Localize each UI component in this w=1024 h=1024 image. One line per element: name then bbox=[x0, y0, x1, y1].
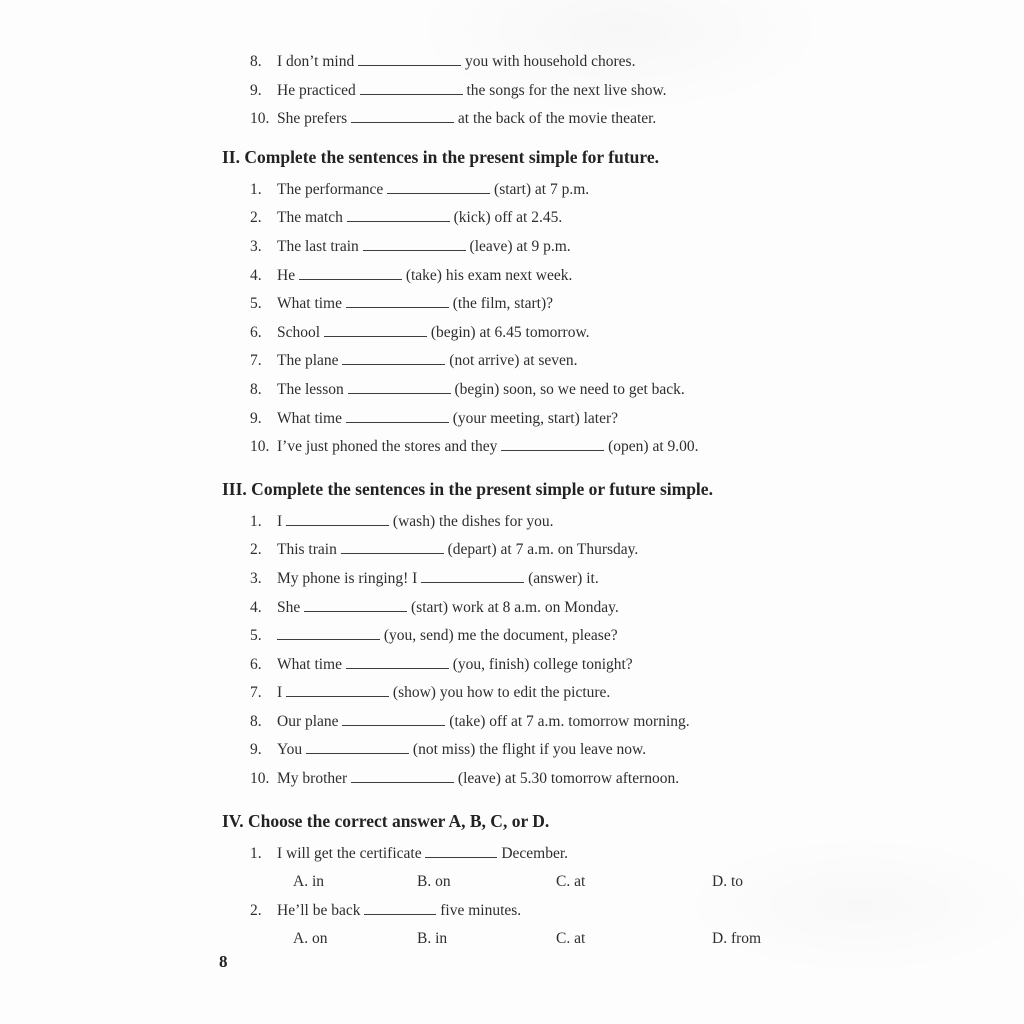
blank-line bbox=[425, 847, 497, 857]
exercise-item bbox=[0, 536, 1024, 565]
blank-line bbox=[346, 658, 449, 668]
item-number: 7. bbox=[250, 352, 262, 370]
item-text bbox=[277, 565, 1024, 594]
item-post: (the film, start)? bbox=[448, 295, 554, 313]
blank-line bbox=[351, 773, 454, 783]
exercise-item bbox=[0, 48, 1024, 77]
item-number: 9. bbox=[250, 741, 262, 759]
item-post: (take) his exam next week. bbox=[401, 266, 573, 284]
item-pre: He bbox=[277, 266, 299, 284]
item-text bbox=[277, 319, 1024, 348]
item-post: (start) work at 8 a.m. on Monday. bbox=[407, 598, 619, 616]
item-pre: My brother bbox=[277, 770, 352, 788]
item-post: (begin) soon, so we need to get back. bbox=[450, 380, 685, 398]
item-post: (you, send) me the document, please? bbox=[380, 627, 618, 645]
exercise-item bbox=[0, 405, 1024, 434]
item-post: five minutes. bbox=[436, 901, 522, 919]
item-pre: He’ll be back bbox=[277, 901, 365, 919]
exercise-item bbox=[0, 565, 1024, 594]
item-number: 2. bbox=[250, 541, 262, 559]
item-pre: I’ve just phoned the stores and they bbox=[277, 438, 502, 456]
section-title-2: II. Complete the sentences in the present simple for future. bbox=[222, 146, 659, 167]
option-c: C. at bbox=[556, 930, 586, 948]
item-text bbox=[277, 290, 1024, 319]
option-d: D. from bbox=[712, 930, 762, 948]
item-post: (take) off at 7 a.m. tomorrow morning. bbox=[445, 712, 690, 730]
item-text bbox=[277, 233, 1024, 262]
item-post: December. bbox=[497, 844, 569, 862]
blank-line bbox=[286, 687, 389, 697]
blank-line bbox=[364, 905, 436, 915]
item-number: 4. bbox=[250, 598, 262, 616]
item-text bbox=[277, 651, 1024, 680]
blank-line bbox=[306, 744, 409, 754]
exercise-item bbox=[0, 594, 1024, 623]
item-number: 9. bbox=[250, 81, 262, 99]
blank-line bbox=[341, 544, 444, 554]
item-number: 8. bbox=[250, 53, 262, 70]
item-pre: I will get the certificate bbox=[277, 844, 426, 862]
exercise-item bbox=[0, 736, 1024, 765]
item-text bbox=[277, 204, 1024, 233]
item-post: (not miss) the flight if you leave now. bbox=[409, 741, 647, 759]
answer-options bbox=[0, 925, 1024, 954]
exercise-item bbox=[0, 105, 1024, 134]
blank-line bbox=[358, 56, 461, 66]
exercise-item bbox=[0, 376, 1024, 405]
item-text bbox=[277, 433, 1024, 462]
item-post: at the back of the movie theater. bbox=[454, 110, 657, 128]
item-pre: My phone is ringing! I bbox=[277, 569, 422, 587]
option-c: C. at bbox=[556, 873, 586, 891]
item-number: 9. bbox=[250, 409, 262, 427]
item-text bbox=[277, 708, 1024, 737]
item-text bbox=[277, 347, 1024, 376]
item-text bbox=[277, 376, 1024, 405]
item-post: the songs for the next live show. bbox=[462, 81, 667, 99]
item-post: (you, finish) college tonight? bbox=[448, 655, 633, 673]
item-post: (start) at 7 p.m. bbox=[490, 180, 590, 198]
blank-line bbox=[363, 241, 466, 251]
item-number: 1. bbox=[250, 180, 262, 198]
item-pre: The plane bbox=[277, 352, 343, 370]
section-title-3: III. Complete the sentences in the present simple or future simple. bbox=[222, 478, 713, 499]
item-pre: The performance bbox=[277, 180, 388, 198]
section-title-4: IV. Choose the correct answer A, B, C, or D. bbox=[222, 810, 550, 831]
exercise-item bbox=[0, 708, 1024, 737]
item-post: (leave) at 9 p.m. bbox=[465, 237, 571, 255]
exercise-item bbox=[0, 319, 1024, 348]
exercise-item bbox=[0, 508, 1024, 537]
item-text bbox=[277, 594, 1024, 623]
item-pre: What time bbox=[277, 655, 346, 673]
mc-question bbox=[0, 897, 1024, 926]
item-text bbox=[277, 679, 1024, 708]
blank-line bbox=[501, 441, 604, 451]
item-number: 7. bbox=[250, 684, 262, 702]
blank-line bbox=[360, 84, 463, 94]
item-number: 8. bbox=[250, 380, 262, 398]
blank-line bbox=[346, 412, 449, 422]
item-post: (not arrive) at seven. bbox=[445, 352, 578, 370]
blank-line bbox=[421, 573, 524, 583]
blank-line bbox=[342, 355, 445, 365]
blank-line bbox=[387, 183, 490, 193]
item-text bbox=[277, 405, 1024, 434]
item-text bbox=[277, 736, 1024, 765]
item-pre: School bbox=[277, 323, 324, 341]
blank-line bbox=[342, 716, 445, 726]
section2-items bbox=[0, 176, 1024, 462]
item-text bbox=[277, 48, 1024, 77]
item-number: 6. bbox=[250, 323, 262, 341]
item-pre: What time bbox=[277, 409, 346, 427]
exercise-item bbox=[0, 679, 1024, 708]
item-pre: She prefers bbox=[277, 110, 352, 128]
item-number: 8. bbox=[250, 712, 262, 730]
item-post: (wash) the dishes for you. bbox=[389, 512, 554, 530]
item-pre: He practiced bbox=[277, 81, 360, 99]
item-post: (show) you how to edit the picture. bbox=[389, 684, 611, 702]
blank-line bbox=[286, 515, 389, 525]
item-post: (open) at 9.00. bbox=[604, 438, 699, 456]
item-pre: I bbox=[277, 684, 287, 702]
item-pre: I don’t mind bbox=[277, 53, 359, 70]
exercise-item bbox=[0, 77, 1024, 106]
item-number: 10. bbox=[250, 770, 270, 788]
mc-question bbox=[0, 840, 1024, 869]
exercise-item bbox=[0, 290, 1024, 319]
item-text bbox=[277, 622, 1024, 651]
item-number: 6. bbox=[250, 655, 262, 673]
option-a: A. on bbox=[293, 930, 328, 948]
section1-continuation bbox=[0, 48, 1024, 134]
item-pre: The lesson bbox=[277, 380, 348, 398]
exercise-item bbox=[0, 622, 1024, 651]
blank-line bbox=[299, 269, 402, 279]
section4-questions bbox=[0, 840, 1024, 954]
item-pre: The last train bbox=[277, 237, 363, 255]
item-number: 4. bbox=[250, 266, 262, 284]
item-text bbox=[277, 77, 1024, 106]
item-text bbox=[277, 840, 1024, 869]
item-text bbox=[277, 765, 1024, 794]
item-number: 5. bbox=[250, 295, 262, 313]
exercise-item bbox=[0, 204, 1024, 233]
item-post: (your meeting, start) later? bbox=[448, 409, 619, 427]
item-pre: Our plane bbox=[277, 712, 343, 730]
item-number: 1. bbox=[250, 512, 262, 530]
item-post: (kick) off at 2.45. bbox=[449, 209, 563, 227]
item-post: (begin) at 6.45 tomorrow. bbox=[426, 323, 590, 341]
item-text bbox=[277, 536, 1024, 565]
exercise-item bbox=[0, 347, 1024, 376]
item-text bbox=[277, 176, 1024, 205]
item-number: 10. bbox=[250, 110, 270, 128]
item-post: (depart) at 7 a.m. on Thursday. bbox=[443, 541, 639, 559]
exercise-item bbox=[0, 765, 1024, 794]
item-pre: I bbox=[277, 512, 287, 530]
item-pre: You bbox=[277, 741, 307, 759]
item-number: 5. bbox=[250, 627, 262, 645]
item-number: 2. bbox=[250, 209, 262, 227]
blank-line bbox=[304, 601, 407, 611]
exercise-item bbox=[0, 233, 1024, 262]
item-pre: This train bbox=[277, 541, 341, 559]
option-d: D. to bbox=[712, 873, 743, 891]
blank-line bbox=[346, 298, 449, 308]
blank-line bbox=[348, 384, 451, 394]
item-post: you with household chores. bbox=[461, 53, 636, 70]
item-number: 3. bbox=[250, 569, 262, 587]
exercise-item bbox=[0, 651, 1024, 680]
option-a: A. in bbox=[293, 873, 324, 891]
item-post: (leave) at 5.30 tomorrow afternoon. bbox=[454, 770, 680, 788]
blank-line bbox=[324, 326, 427, 336]
exercise-item bbox=[0, 176, 1024, 205]
option-b: B. on bbox=[417, 873, 451, 891]
item-text bbox=[277, 262, 1024, 291]
item-post: (answer) it. bbox=[524, 569, 599, 587]
item-text bbox=[277, 897, 1024, 926]
item-pre: The match bbox=[277, 209, 347, 227]
blank-line bbox=[351, 113, 454, 123]
item-number: 10. bbox=[250, 438, 270, 456]
blank-line bbox=[277, 630, 380, 640]
answer-options bbox=[0, 868, 1024, 897]
item-text bbox=[277, 508, 1024, 537]
item-text bbox=[277, 105, 1024, 134]
item-number: 2. bbox=[250, 901, 262, 919]
item-number: 3. bbox=[250, 237, 262, 255]
exercise-item bbox=[0, 433, 1024, 462]
blank-line bbox=[347, 212, 450, 222]
page-number: 8 bbox=[219, 952, 228, 971]
item-pre: She bbox=[277, 598, 305, 616]
exercise-item bbox=[0, 262, 1024, 291]
section3-items bbox=[0, 508, 1024, 794]
item-number: 1. bbox=[250, 844, 262, 862]
option-b: B. in bbox=[417, 930, 448, 948]
item-pre: What time bbox=[277, 295, 346, 313]
